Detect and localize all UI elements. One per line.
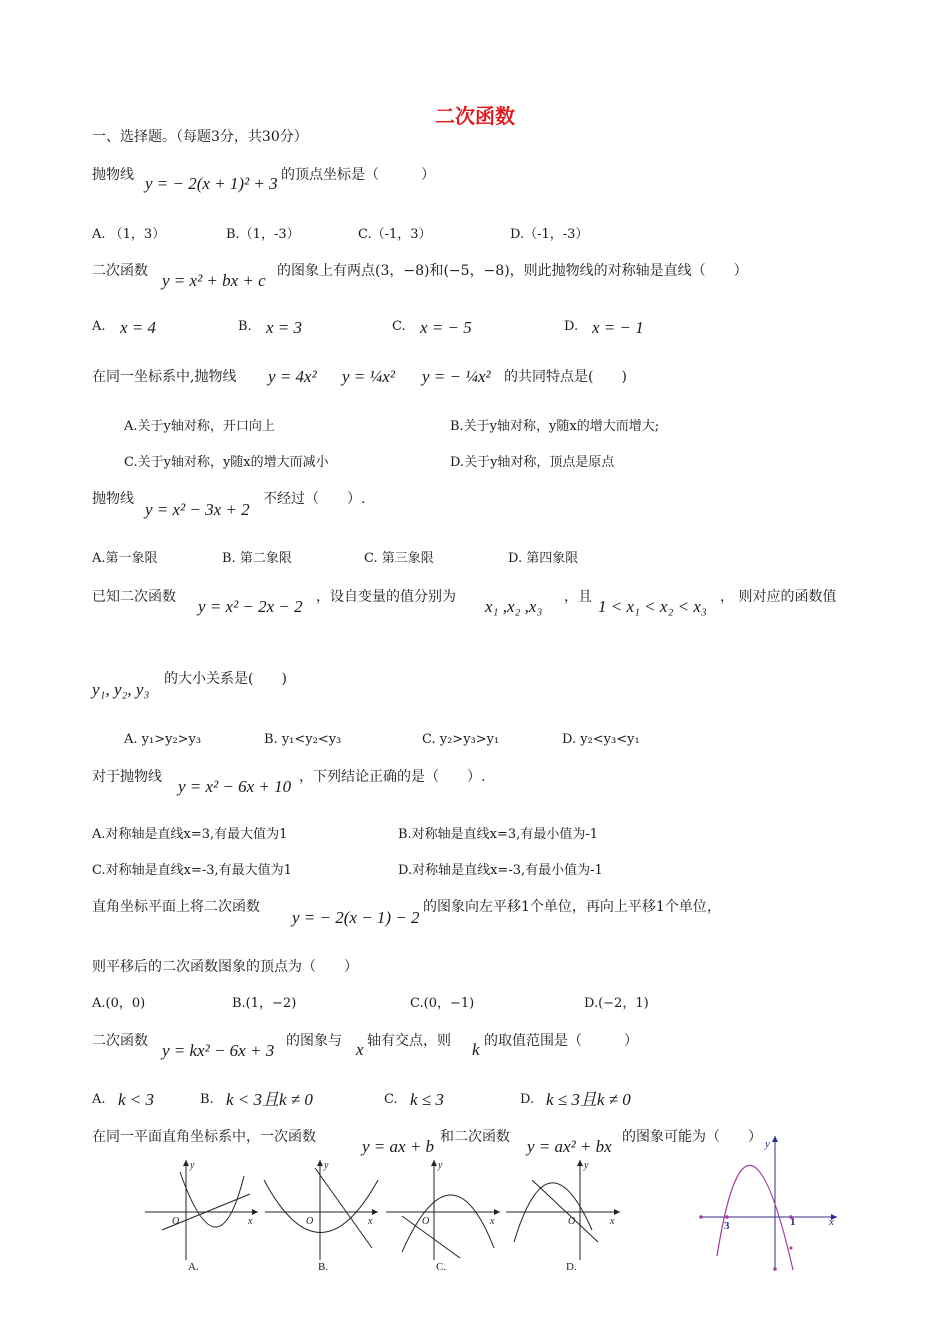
q1-prefix: 抛物线	[92, 167, 134, 183]
figure-tick-1: 1	[790, 1216, 796, 1228]
q5-mid: ，设自变量的值分别为	[316, 589, 456, 605]
q7-formula: y = − 2(x − 1) − 2	[292, 908, 420, 927]
q2-value-a: x = 4	[120, 318, 157, 337]
q5-formula: y = x² − 2x − 2	[198, 597, 303, 616]
q8-x-var: x	[356, 1040, 364, 1059]
q2-label-d: D.	[564, 319, 579, 334]
q9-formula-1: y = ax + b	[362, 1137, 435, 1156]
q5-prefix: 已知二次函数	[92, 589, 176, 605]
q9-mid: 和二次函数	[440, 1129, 510, 1145]
graph-b-parabola	[264, 1180, 378, 1233]
q3-suffix: 的共同特点是( )	[504, 369, 627, 385]
q5-suffix2: 的大小关系是( )	[164, 671, 287, 687]
q2-suffix: 的图象上有两点(3，−8)和(−5，−8)，则此抛物线的对称轴是直线（ ）	[277, 263, 748, 279]
q1-option-d: D.（-1，-3）	[510, 227, 589, 242]
q2-value-b: x = 3	[266, 318, 303, 337]
section-heading: 一、选择题。（每题3分，共30分）	[92, 129, 308, 145]
q5-vars: x₁ ,x₂ ,x₃	[485, 597, 543, 616]
q8-formula: y = kx² − 6x + 3	[162, 1041, 275, 1060]
figure-axis-y-label: y	[765, 1138, 770, 1150]
graph-d-axis-y: y	[584, 1160, 589, 1171]
q3-formula-3: y = − ¼x²	[422, 367, 491, 386]
q4-formula: y = x² − 3x + 2	[145, 500, 250, 519]
graph-a-label: A.	[188, 1261, 199, 1273]
q9-prefix: 在同一平面直角坐标系中，一次函数	[92, 1129, 316, 1145]
q9-option-graphs	[140, 1150, 630, 1275]
q7-option-c: C.(0，−1)	[410, 996, 475, 1011]
q7-line2: 则平移后的二次函数图象的顶点为（ ）	[92, 959, 358, 975]
q6-option-b: B.对称轴是直线x=3,有最小值为-1	[398, 827, 598, 842]
q8-value-b: k < 3且k ≠ 0	[226, 1090, 313, 1109]
q2-value-c: x = − 5	[420, 318, 472, 337]
q4-prefix: 抛物线	[92, 491, 134, 507]
q2-label-b: B.	[238, 319, 252, 334]
q3-option-c: C.关于y轴对称，y随x的增大而减小	[124, 455, 329, 470]
q9-formula-2: y = ax² + bx	[527, 1137, 612, 1156]
q7-prefix: 直角坐标平面上将二次函数	[92, 899, 260, 915]
graph-d-origin: O	[568, 1216, 576, 1227]
q4-option-a: A.第一象限	[92, 551, 158, 566]
q3-option-b: B.关于y轴对称，y随x的增大而增大;	[450, 419, 660, 434]
q3-option-d: D.关于y轴对称，顶点是原点	[450, 455, 615, 470]
graph-c-line	[402, 1216, 460, 1258]
q8-suffix: 的取值范围是（ ）	[484, 1033, 638, 1049]
q7-option-a: A.(0，0)	[92, 996, 146, 1011]
graph-c-origin: O	[422, 1216, 430, 1227]
q4-option-c: C. 第三象限	[364, 551, 434, 566]
q2-label-a: A.	[92, 319, 106, 334]
graph-c-axis-y: y	[438, 1160, 443, 1171]
q6-suffix: ，下列结论正确的是（ ）.	[299, 769, 486, 785]
q5-option-c: C. y₂>y₃>y₁	[422, 732, 500, 747]
q8-label-a: A.	[92, 1092, 106, 1107]
graph-a-axis-x: x	[248, 1216, 253, 1227]
q8-value-c: k ≤ 3	[410, 1090, 444, 1109]
q5-option-a: A. y₁>y₂>y₃	[124, 732, 202, 747]
graph-a-axis-y: y	[190, 1160, 195, 1171]
q8-mid: 的图象与	[286, 1033, 342, 1049]
q8-label-d: D.	[520, 1092, 535, 1107]
q3-formula-1: y = 4x²	[268, 367, 317, 386]
graph-d-axis-x: x	[610, 1216, 615, 1227]
q8-k-var: k	[472, 1040, 480, 1059]
q1-suffix: 的顶点坐标是（ ）	[281, 167, 435, 183]
q8-prefix: 二次函数	[92, 1033, 148, 1049]
q4-option-d: D. 第四象限	[508, 551, 579, 566]
figure-tick-3: 3	[724, 1220, 730, 1232]
q8-mid2: 轴有交点，则	[367, 1033, 451, 1049]
graph-b	[264, 1160, 378, 1260]
graph-d	[506, 1160, 620, 1260]
q2-formula: y = x² + bx + c	[162, 271, 266, 290]
q8-label-b: B.	[200, 1092, 214, 1107]
figure-points	[699, 1215, 793, 1271]
q5-option-d: D. y₂<y₃<y₁	[562, 732, 640, 747]
graph-a-origin: O	[172, 1216, 180, 1227]
parabola-figure	[695, 1128, 845, 1278]
q5-mid2: ，且	[564, 589, 592, 605]
q3-prefix: 在同一坐标系中,抛物线	[92, 369, 237, 385]
q5-option-b: B. y₁<y₂<y₃	[264, 732, 342, 747]
q2-label-c: C.	[392, 319, 406, 334]
q8-value-d: k ≤ 3且k ≠ 0	[546, 1090, 631, 1109]
q4-option-b: B. 第二象限	[222, 551, 292, 566]
q1-option-c: C.（-1，3）	[358, 227, 432, 242]
q1-option-b: B.（1，-3）	[226, 227, 300, 242]
graph-a	[145, 1160, 258, 1260]
graph-b-axis-y: y	[324, 1160, 329, 1171]
q5-inequality: 1 < x₁ < x₂ < x₃	[598, 597, 707, 616]
q5-suffix: ， 则对应的函数值	[720, 589, 837, 605]
q8-value-a: k < 3	[118, 1090, 155, 1109]
graph-b-axis-x: x	[368, 1216, 373, 1227]
q6-option-c: C.对称轴是直线x=-3,有最大值为1	[92, 863, 292, 878]
graph-b-origin: O	[306, 1216, 314, 1227]
figure-axis-x-label: x	[829, 1216, 834, 1228]
q6-formula: y = x² − 6x + 10	[178, 777, 292, 796]
q6-prefix: 对于抛物线	[92, 769, 162, 785]
graph-d-line	[532, 1180, 598, 1242]
q6-option-a: A.对称轴是直线x=3,有最大值为1	[92, 827, 288, 842]
q2-value-d: x = − 1	[592, 318, 644, 337]
q3-option-a: A.关于y轴对称，开口向上	[124, 419, 275, 434]
graph-c	[386, 1160, 500, 1260]
q7-option-b: B.(1，−2)	[232, 996, 297, 1011]
q6-option-d: D.对称轴是直线x=-3,有最小值为-1	[398, 863, 603, 878]
q2-prefix: 二次函数	[92, 263, 148, 279]
graph-b-label: B.	[318, 1261, 329, 1273]
q9-suffix: 的图象可能为（ ）	[622, 1129, 762, 1145]
q3-formula-2: y = ¼x²	[342, 367, 395, 386]
q1-option-a: A. （1，3）	[92, 227, 166, 242]
graph-c-label: C.	[436, 1261, 447, 1273]
graph-c-parabola	[402, 1195, 494, 1252]
q7-suffix: 的图象向左平移1个单位，再向上平移1个单位，	[423, 899, 721, 915]
q5-ys: y₁, y₂, y₃	[92, 680, 150, 699]
q8-label-c: C.	[384, 1092, 398, 1107]
graph-b-line	[315, 1168, 372, 1248]
graph-d-label: D.	[566, 1261, 577, 1273]
q4-suffix: 不经过（ ）.	[263, 491, 366, 507]
q1-formula: y = − 2(x + 1)² + 3	[145, 174, 278, 193]
graph-c-axis-x: x	[490, 1216, 495, 1227]
q7-option-d: D.(−2，1)	[584, 996, 649, 1011]
page-title: 二次函数	[435, 104, 515, 128]
